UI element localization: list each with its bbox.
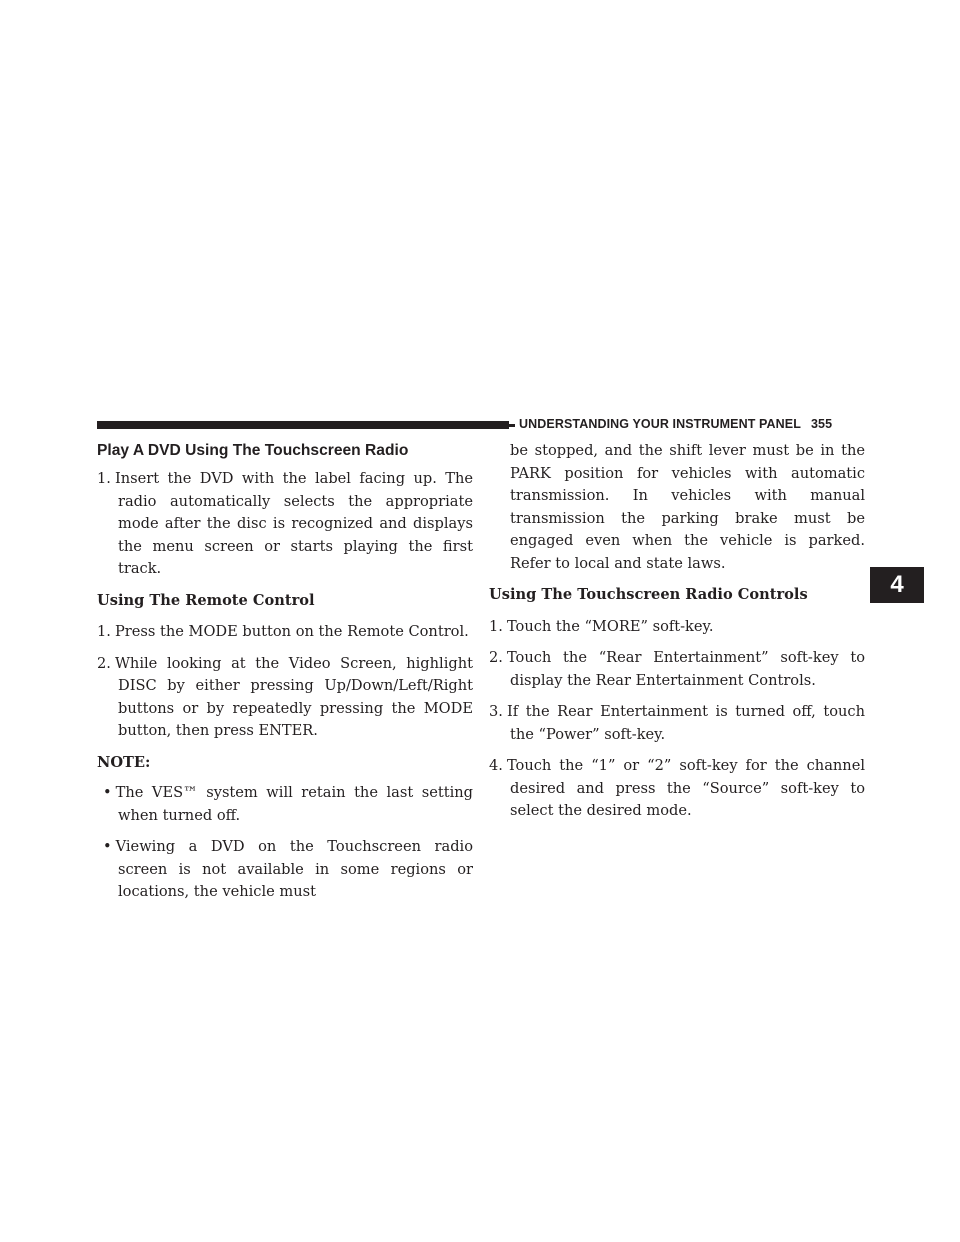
bullet-text: The VES™ system will retain the last setting when turned off.: [115, 784, 473, 824]
step-text: Touch the “1” or “2” soft-key for the channel desired and press the “Source” soft-key to select the desired mode.: [506, 757, 865, 819]
chapter-tab: 4: [870, 567, 924, 603]
step-text: While looking at the Video Screen, highlight DISC by either pressing Up/Down/Left/Right buttons or by repeatedly pressing the MODE button, then press ENTER.: [114, 654, 473, 739]
header-rule-end: [505, 424, 515, 427]
step-number: 2.: [97, 654, 111, 672]
list-item: [489, 616, 865, 639]
right-column: [489, 440, 865, 832]
step-text: If the Rear Entertainment is turned off, touch the “Power” soft-key.: [506, 703, 865, 743]
page-number: 355: [810, 417, 833, 431]
step-number: 4.: [489, 757, 503, 774]
remote-control-heading: Using The Remote Control: [97, 591, 315, 609]
bullet-dot: •: [103, 838, 112, 855]
left-column: [97, 440, 473, 913]
step-text: Insert the DVD with the label facing up. The radio automatically selects the appropriate mode after the disc is recognized and displays the menu screen or starts playing the first track.: [114, 470, 473, 577]
list-item: [97, 782, 473, 827]
list-item: [97, 621, 473, 644]
list-item: [489, 647, 865, 692]
list-item: [97, 468, 473, 581]
step-text: Touch the “MORE” soft-key.: [506, 617, 714, 635]
list-item: [489, 701, 865, 746]
step-text: Press the MODE button on the Remote Control.: [114, 623, 469, 640]
continued-text: be stopped, and the shift lever must be in the PARK position for vehicles with automatic transmission. In vehicles with manual transmission the parking brake must be engaged even when the vehicle is parked. Refer to local and state laws.: [510, 442, 865, 572]
step-number: 1.: [97, 623, 111, 640]
bullet-dot: •: [103, 784, 112, 801]
step-number: 1.: [489, 617, 503, 635]
bullet-text: Viewing a DVD on the Touchscreen radio screen is not available in some regions or locations, the vehicle must: [115, 838, 473, 900]
step-number: 2.: [489, 649, 503, 666]
step-number: 1.: [97, 470, 111, 487]
running-header: [519, 417, 832, 431]
list-item: [97, 653, 473, 743]
section-title: Play A DVD Using The Touchscreen Radio: [97, 442, 409, 459]
header-section-title: UNDERSTANDING YOUR INSTRUMENT PANEL: [519, 417, 801, 431]
list-item: [489, 755, 865, 823]
touchscreen-controls-heading: Using The Touchscreen Radio Controls: [489, 586, 808, 603]
note-label: NOTE:: [97, 753, 151, 771]
step-number: 3.: [489, 703, 503, 720]
list-item: [97, 836, 473, 904]
header-rule: [97, 421, 509, 429]
step-text: Touch the “Rear Entertainment” soft-key to display the Rear Entertainment Controls.: [506, 649, 865, 689]
